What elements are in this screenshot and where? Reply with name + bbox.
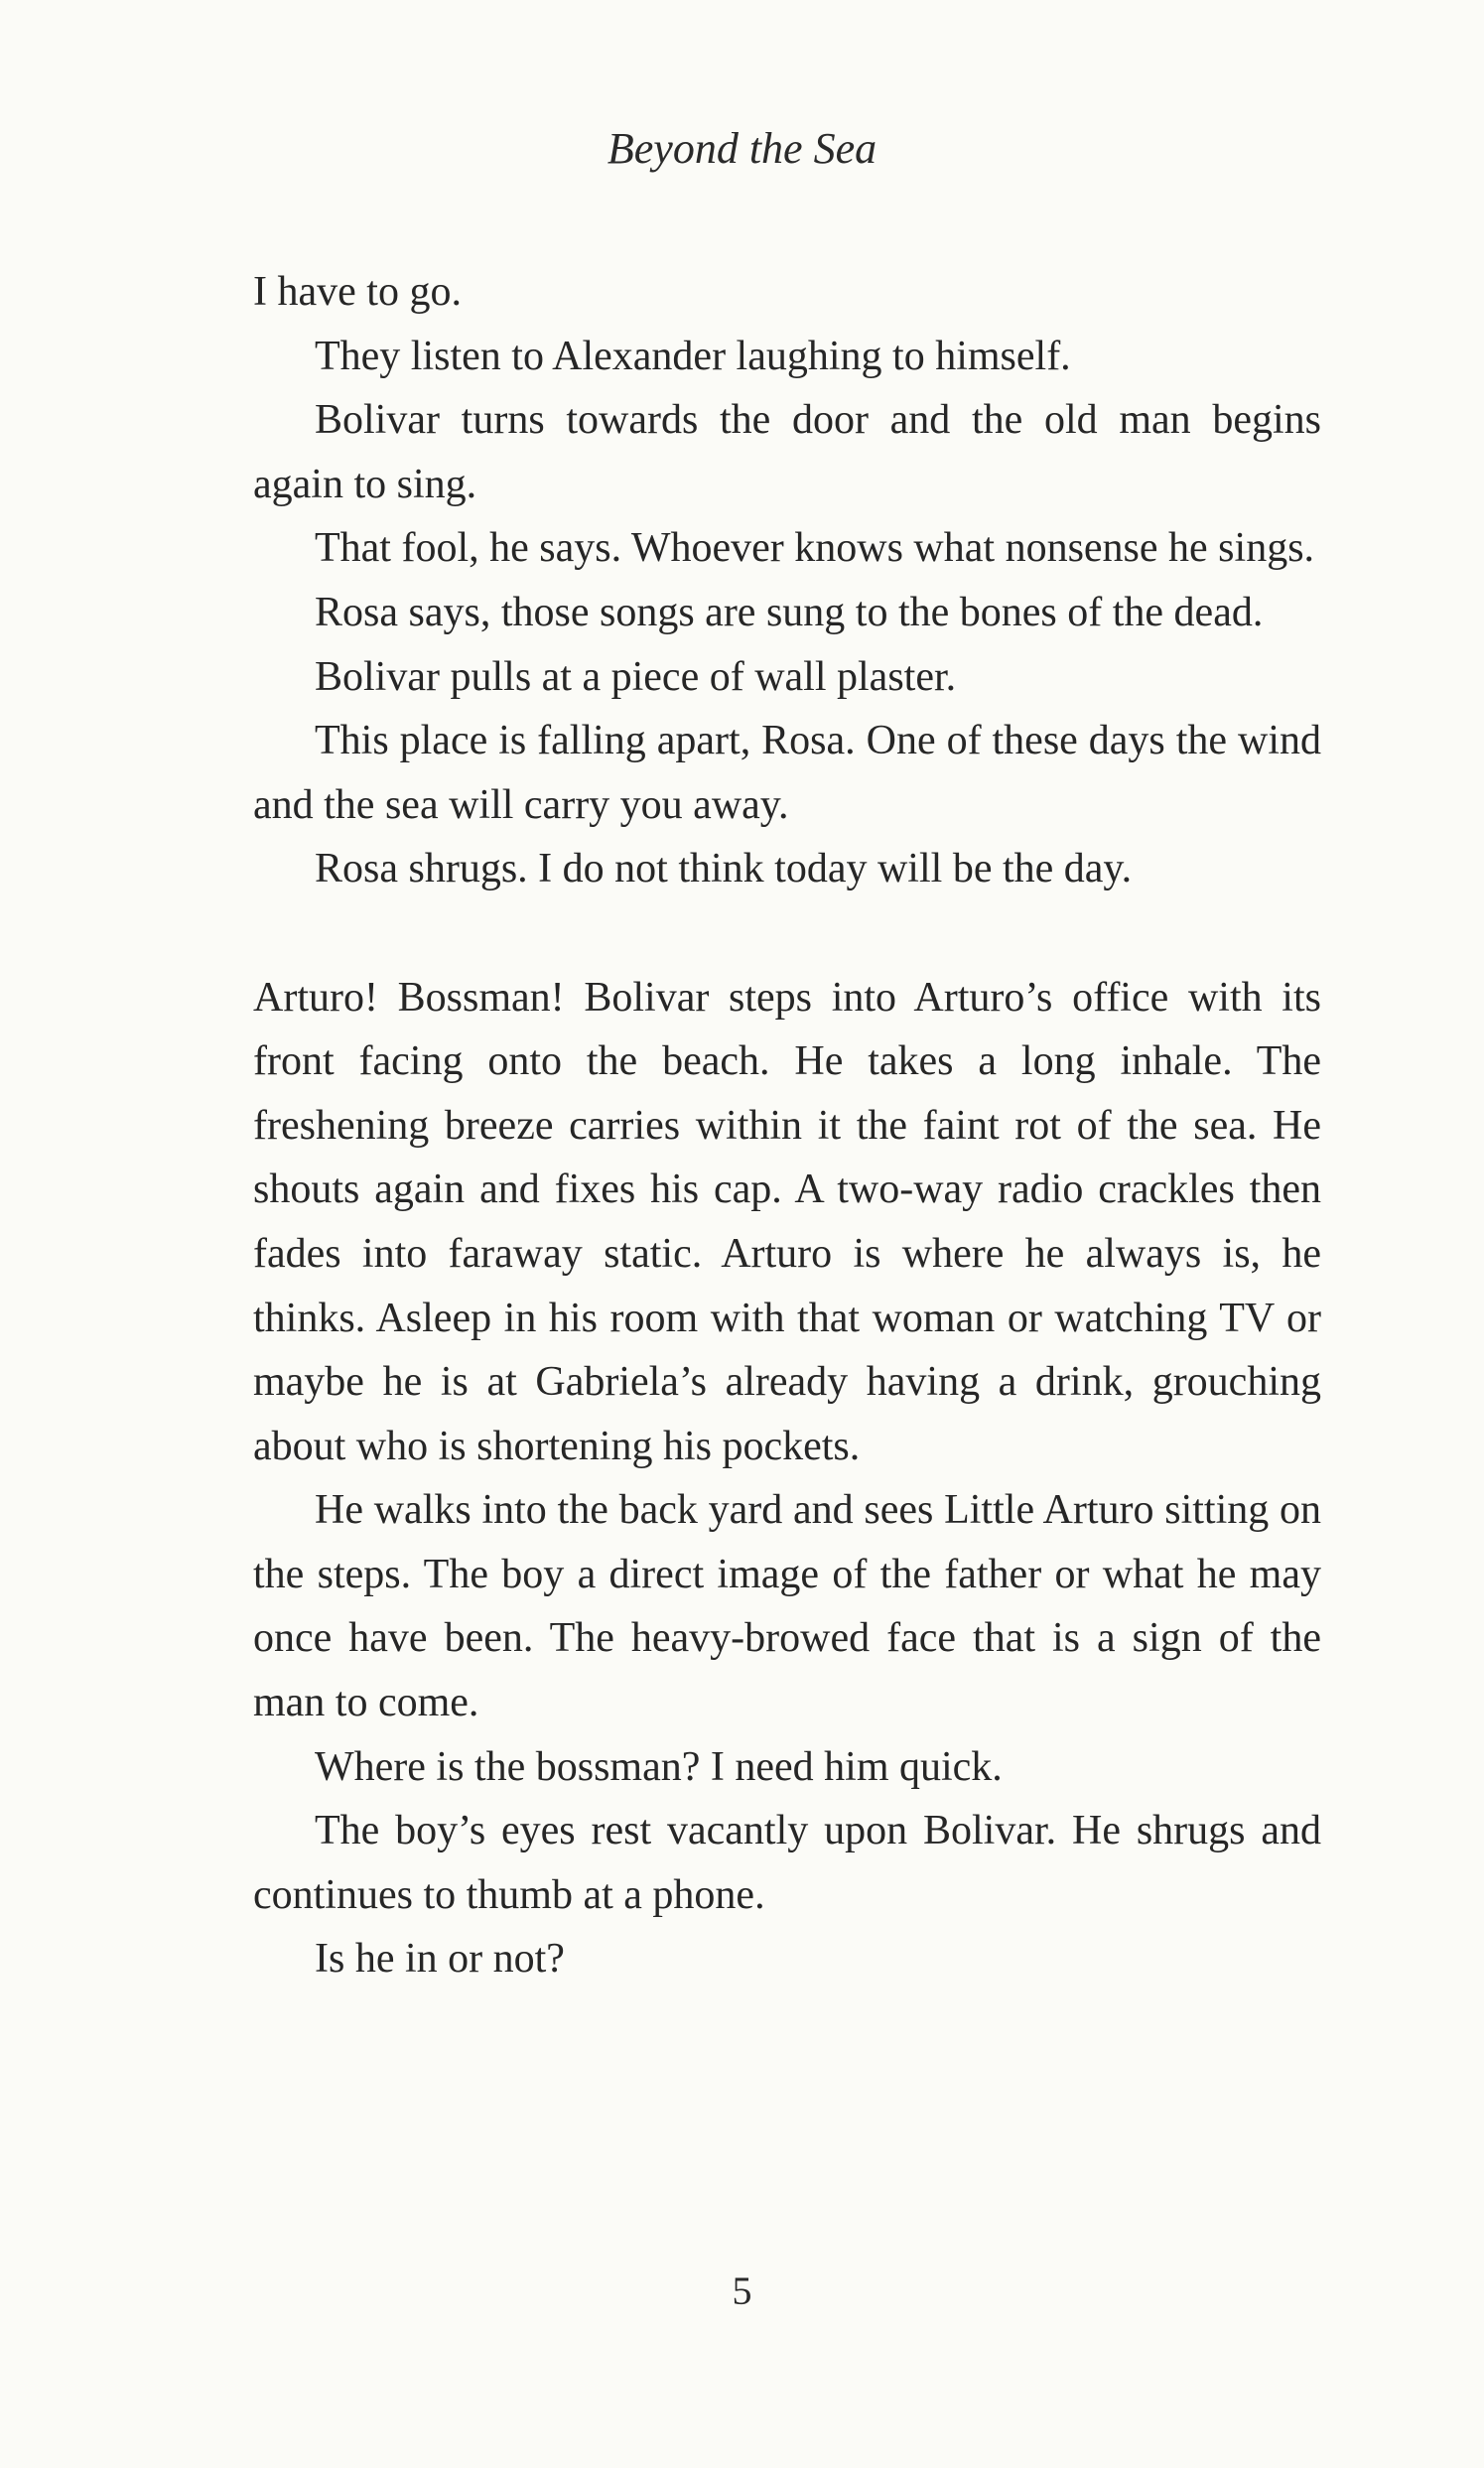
paragraph: Is he in or not? <box>315 1936 565 1983</box>
paragraph: This place is falling apart, Rosa. One of these days the wind and the sea will carry you away. <box>253 718 1321 828</box>
paragraph: Where is the bossman? I need him quick. <box>315 1743 1003 1790</box>
body-text <box>253 260 1321 1991</box>
paragraph: That fool, he says. Whoever knows what nonsense he sings. <box>315 525 1315 572</box>
paragraph: Bolivar pulls at a piece of wall plaster. <box>315 653 957 700</box>
paragraph: The boy’s eyes rest vacantly upon Bolivar. He shrugs and continues to thumb at a phone. <box>253 1808 1321 1918</box>
paragraph: Arturo! Bossman! Bolivar steps into Arturo’s office with its front facing onto the beach. He takes a long inhale. The freshening breeze carries within it the faint rot of the sea. He shouts again and fixes his cap. A two-way radio crackles then fades into faraway static. Arturo is where he always is, he thinks. Asleep in his room with that woman or watching TV or maybe he is at Gabriela’s already having a drink, grouching about who is shortening his pockets. <box>253 974 1321 1469</box>
paragraph: They listen to Alexander laughing to himself. <box>315 333 1071 379</box>
page-number: 5 <box>732 2268 752 2313</box>
paragraph: Rosa shrugs. I do not think today will be the day. <box>315 846 1133 892</box>
running-title: Beyond the Sea <box>607 124 877 173</box>
paragraph: Bolivar turns towards the door and the old man begins again to sing. <box>253 397 1321 507</box>
paragraph: Rosa says, those songs are sung to the bones of the dead. <box>315 589 1264 635</box>
paragraph: He walks into the back yard and sees Little Arturo sitting on the steps. The boy a direct image of the father or what he may once have been. The heavy-browed face that is a sign of the man to come. <box>253 1487 1321 1726</box>
paragraph: I have to go. <box>253 269 462 315</box>
